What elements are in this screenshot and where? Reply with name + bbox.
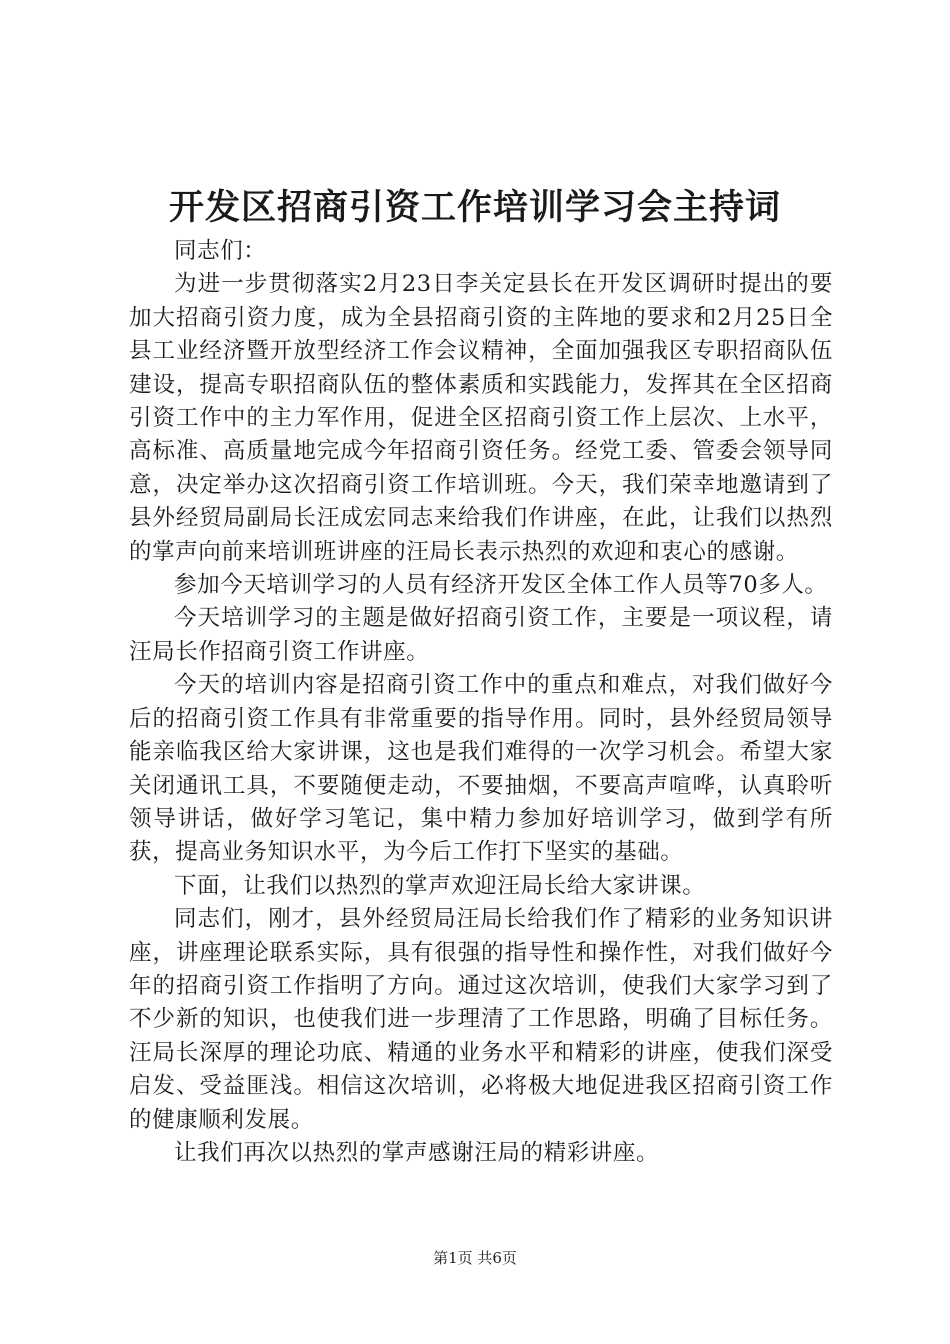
paragraph-6: 同志们，刚才，县外经贸局汪局长给我们作了精彩的业务知识讲座，讲座理论联系实际，具有很强的指导性和操作性，对我们做好今年的招商引资工作指明了方向。通过这次培训，使我们大家学习到了不少新的知识，也使我们进一步理清了工作思路，明确了目标任务。汪局长深厚的理论功底、精通的业务水平和精彩的讲座，使我们深受启发、受益匪浅。相信这次培训，必将极大地促进我区招商引资工作的健康顺利发展。 — [129, 906, 833, 1133]
paragraph-7: 让我们再次以热烈的掌声感谢汪局的精彩讲座。 — [174, 1139, 660, 1166]
document-title: 开发区招商引资工作培训学习会主持词 — [168, 187, 781, 228]
paragraph-2: 参加今天培训学习的人员有经济开发区全体工作人员等70多人。 — [174, 572, 828, 599]
paragraph-1: 为进一步贯彻落实2月23日李关定县长在开发区调研时提出的要加大招商引资力度，成为全县招商引资的主阵地的要求和2月25日全县工业经济暨开放型经济工作会议精神，全面加强我区专职招商队伍建设，提高专职招商队伍的整体素质和实践能力，发挥其在全区招商引资工作中的主力军作用，促进全区招商引资工作上层次、上水平，高标准、高质量地完成今年招商引资任务。经党工委、管委会领导同意，决定举办这次招商引资工作培训班。今天，我们荣幸地邀请到了县外经贸局副局长汪成宏同志来给我们作讲座，在此，让我们以热烈的掌声向前来培训班讲座的汪局长表示热烈的欢迎和衷心的感谢。 — [129, 271, 833, 565]
paragraph-5: 下面，让我们以热烈的掌声欢迎汪局长给大家讲课。 — [174, 872, 706, 899]
paragraph-4: 今天的培训内容是招商引资工作中的重点和难点，对我们做好今后的招商引资工作具有非常重要的指导作用。同时，县外经贸局领导能亲临我区给大家讲课，这也是我们难得的一次学习机会。希望大家关闭通讯工具，不要随便走动，不要抽烟，不要高声喧哗，认真聆听领导讲话，做好学习笔记，集中精力参加好培训学习，做到学有所获，提高业务知识水平，为今后工作打下坚实的基础。 — [129, 672, 833, 866]
document-body — [129, 235, 833, 1170]
paragraph-3: 今天培训学习的主题是做好招商引资工作，主要是一项议程，请汪局长作招商引资工作讲座。 — [129, 605, 833, 665]
paragraph-salutation: 同志们： — [174, 238, 267, 264]
page-number-footer: 第1页 共6页 — [433, 1249, 517, 1267]
